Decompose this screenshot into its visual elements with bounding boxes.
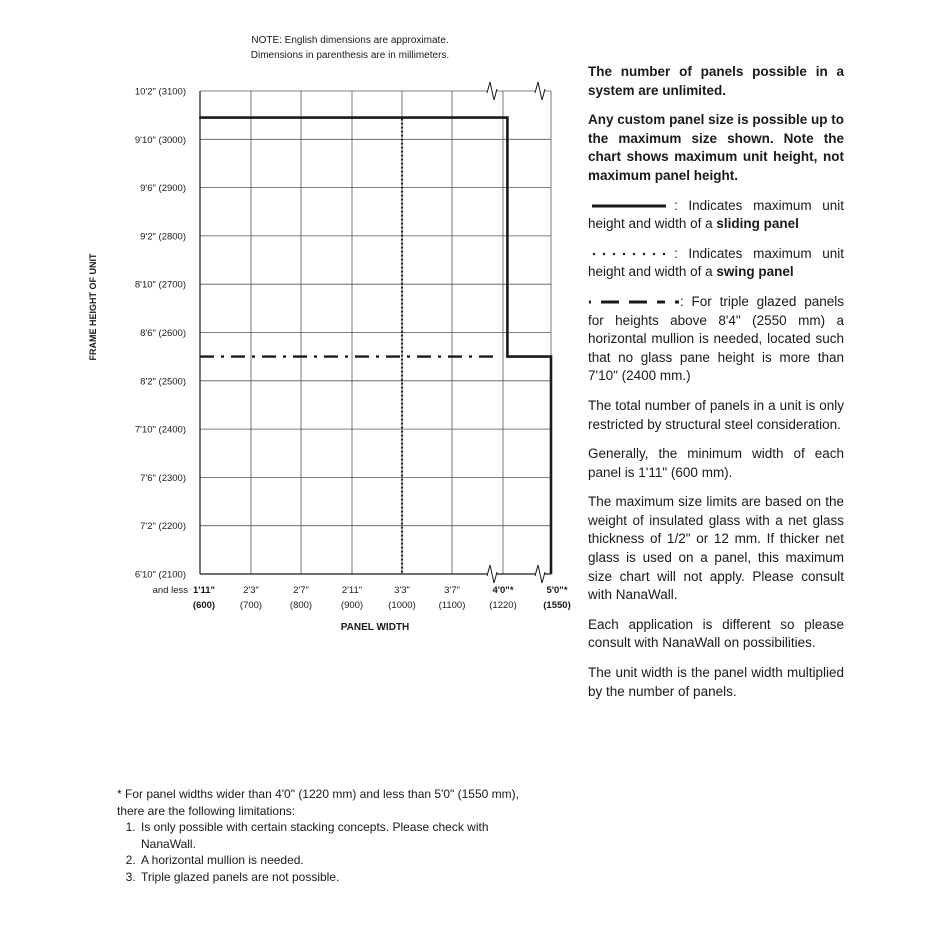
series-solid-line	[200, 118, 551, 574]
footnote-intro: * For panel widths wider than 4'0" (1220 mm) and less than 5'0" (1550 mm), there are the following limitations:	[117, 787, 519, 818]
y-tick-label: 10'2" (3100)	[134, 86, 186, 98]
legend-triple-glazed	[588, 293, 844, 386]
info-consult: Each application is different so please consult with NanaWall on possibilities.	[588, 616, 844, 651]
y-tick-label: 7'6" (2300)	[140, 472, 186, 484]
footnote-item: 1. Is only possible with certain stacking concepts. Please check with NanaWall.	[139, 819, 537, 852]
y-tick-label: 8'2" (2500)	[140, 376, 186, 388]
legend-swing-text: : Indicates maximum unit height and width of a	[588, 245, 844, 280]
x-tick-label: 4'0"*	[492, 585, 514, 596]
footnote-list	[117, 819, 537, 885]
x-tick-label: 2'3"	[243, 585, 259, 596]
legend-sliding-text: : Indicates maximum unit height and width of a	[588, 197, 844, 232]
legend-sliding-bold: sliding panel	[716, 216, 799, 232]
x-axis-title: PANEL WIDTH	[340, 622, 410, 633]
x-tick-mm-label: (1100)	[438, 600, 466, 611]
legend-dashdot-line	[588, 298, 680, 306]
note-line-1: NOTE: English dimensions are approximate.	[251, 35, 449, 46]
x-tick-prefix: and less	[152, 585, 188, 596]
x-tick-mm-label: (800)	[289, 600, 313, 611]
info-total-panels: The total number of panels in a unit is only restricted by structural steel consideration.	[588, 397, 844, 432]
legend-solid-line	[588, 202, 668, 210]
info-custom-size: Any custom panel size is possible up to the maximum size shown. Note the chart shows maximum unit height, not maximum panel height.	[588, 112, 844, 183]
y-tick-label: 9'6" (2900)	[140, 183, 186, 195]
legend-triple-text: : For triple glazed panels for heights above 8'4" (2550 mm) a horizontal mullion is needed, located such that no glass pane height is more than 7'10" (2400 mm.)	[588, 293, 844, 384]
footnote-item: 3. Triple glazed panels are not possible.	[139, 869, 537, 886]
y-axis-title-text: FRAME HEIGHT OF UNIT	[88, 253, 98, 361]
x-tick-label: 3'7"	[444, 585, 460, 596]
legend-swing-panel	[588, 245, 844, 282]
info-min-width: Generally, the minimum width of each panel is 1'11" (600 mm).	[588, 446, 844, 480]
x-tick-label: 2'7"	[293, 585, 309, 596]
y-tick-label: 8'6" (2600)	[140, 328, 186, 339]
legend-dotted-line	[588, 250, 668, 258]
info-unlimited-panels: The number of panels possible in a system are unlimited.	[588, 64, 844, 98]
y-tick-label: 9'2" (2800)	[140, 231, 186, 243]
y-tick-label: 6'10" (2100)	[134, 569, 186, 581]
y-tick-label: 9'10" (3000)	[134, 134, 186, 146]
note-line-2: Dimensions in parenthesis are in millimeters.	[250, 50, 450, 61]
legend-swing-bold: swing panel	[716, 264, 794, 280]
y-tick-label: 7'2" (2200)	[140, 521, 186, 533]
x-tick-mm-label: (700)	[239, 600, 263, 611]
x-tick-label: 3'3"	[394, 585, 410, 596]
y-tick-label: 7'10" (2400)	[134, 424, 186, 436]
x-tick-label: 2'11"	[341, 585, 363, 596]
y-tick-label: 8'10" (2700)	[134, 279, 186, 291]
footnote-item: 2. A horizontal mullion is needed.	[139, 852, 537, 869]
x-tick-mm-label: (900)	[340, 600, 364, 611]
x-tick-mm-label: (600)	[192, 600, 216, 611]
legend-sliding-panel	[588, 197, 844, 234]
x-tick-mm-label: (1220)	[489, 600, 517, 611]
x-tick-label: 1'11"	[192, 585, 216, 596]
x-tick-mm-label: (1550)	[543, 600, 571, 611]
info-max-size-limits: The maximum size limits are based on the weight of insulated glass with a net glass thickness of 1/2" or 12 mm. If thicker net glass is used on a panel, this maximum size chart will not apply. Please consult with NanaWall.	[588, 494, 844, 603]
footnote	[117, 786, 537, 885]
info-column	[588, 63, 844, 712]
x-tick-mm-label: (1000)	[388, 600, 416, 611]
info-unit-width: The unit width is the panel width multiplied by the number of panels.	[588, 665, 844, 699]
x-tick-label: 5'0"*	[546, 585, 568, 596]
